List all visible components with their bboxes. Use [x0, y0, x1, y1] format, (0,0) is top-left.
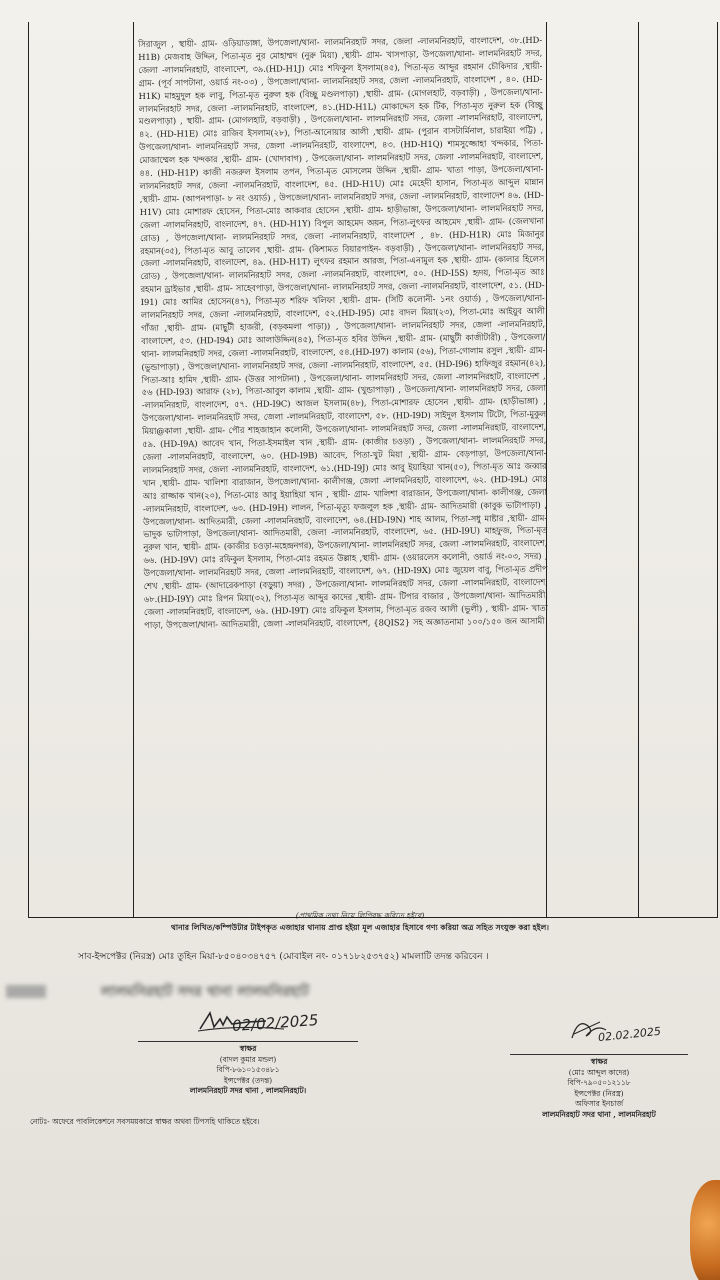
left-signature-block	[158, 1044, 338, 1097]
signature-rule	[138, 1041, 358, 1042]
finger-in-photo	[690, 1180, 720, 1280]
officer-name: (মোঃ আব্দুল কাদের)	[568, 1067, 630, 1077]
investigating-officer-assignment: সাব-ইন্সপেক্টর (নিরস্ত্র) মোঃ তুহিন মিয়া-৮৫০৪০৩৪৭৫৭ (মোবাইল নং- ০১৭১৮২৫৩৭৫২) মামলাটি তদন্ত করিবেন ।	[78, 952, 489, 962]
blurred-text-line: লালমনিরহাট সদর থানা লালমনিরহাট	[6, 980, 546, 998]
signature-rule	[510, 1054, 688, 1055]
form-note: (প্রাথমিক তথ্য নিয়ে লিপিবদ্ধ করিতে হইবে)	[295, 911, 425, 920]
left-signature-date: 02/02/2025	[231, 1011, 319, 1035]
officer-bp: বিপি-৭৯০৫০১২১১৮	[567, 1078, 631, 1087]
officer-designation: ইন্সপেক্টর (তদন্ত)	[223, 1075, 273, 1085]
footnote: নোটঃ- অফেরে পাবলিকেশনে সবসময়কারে স্বাক্ষর অথবা টিপসহি থাকিতে হইবে।	[30, 1117, 260, 1126]
officer-station: লালমনিরহাট সদর থানা , লালমনিরহাট	[542, 1109, 656, 1119]
form-instruction: থানার লিখিত/কম্পিউটার টাইপকৃত এজাহার থানায় প্রাপ্ত হইয়া মূল এজাহার হিসাবে গণ্য করিয়া অত্র সহিত সংযুক্ত করা হইল।	[170, 923, 549, 932]
officer-station: লালমনিরহাট সদর থানা , লালমনিরহাট।	[189, 1086, 307, 1095]
officer-name: (বাদল কুমার মন্ডল)	[219, 1054, 277, 1064]
officer-designation: ইন্সপেক্টর (নিরস্ত্র)	[574, 1088, 624, 1098]
signature-label: স্বাক্ষর	[590, 1057, 608, 1066]
officer-bp: বিপি-৮৬১০১৫৩৪৮১	[216, 1065, 280, 1074]
right-signature-date: 02.02.2025	[597, 1024, 662, 1045]
right-signature-block	[510, 1057, 688, 1120]
signature-label: স্বাক্ষর	[239, 1044, 257, 1053]
table-column-divider	[638, 22, 639, 917]
accused-list-text: সিরাজুল , স্থায়ী- গ্রাম- ওড়িয়াডাঙ্গা, উপজেলা/থানা- লালমনিরহাট সদর, জেলা -লালমনিরহাট, বাংলাদেশ, ৩৮.(HD-H1B) মেজবাহ উদ্দিন, পিতা-মৃত নুর মোহাম্মদ (নুরু মিয়া) ,স্থায়ী- গ্রাম- খাসপাড়া, উপজেলা/থানা- লালমনিরহাট সদর, জেলা -লালমনিরহাট, বাংলাদেশ, ৩৯.(HD-H1J) মোঃ শফিকুল ইসলাম(৪৫), পিতা-মৃত আব্দুর রহমান চৌকিদার ,স্থায়ী- গ্রাম- (পূর্ব সাপটানা, ওয়ার্ড নং-০৩) , উপজেলা/থানা- লালমনিরহাট সদর, জেলা -লালমনিরহাট, বাংলাদেশ , ৪০. (HD-H1K) মাহমুদুল হক লাবু, পিতা-মৃত নুরুল হক (বিচ্ছু মণ্ডলপাড়া) ,স্থায়ী- গ্রাম- (মোগলহাট, বড়বাড়ী) , উপজেলা/থানা- লালমনিরহাট সদর, জেলা -লালমনিরহাট, বাংলাদেশ, ৪১.(HD-H1L) মোকাদ্দেস হক টিক, পিতা-মৃত নুরুল হক (বিচ্ছু মণ্ডলপাড়া) , স্থায়ী- গ্রাম- (মোগলহাট, বড়বাড়ী) , উপজেলা/থানা- লালমনিরহাট সদর, জেলা -লালমনিরহাট, বাংলাদেশ, ৪২. (HD-H1E) মোঃ রাজিব ইসলাম(২৮), পিতা-আনোয়ার আলী ,স্থায়ী- গ্রাম- (পুরান বাসটার্মিনাল, চারাইয়া পট্টি) , উপজেলা/থানা- লালমনিরহাট সদর, জেলা -লালমনিরহাট, বাংলাদেশ, ৪৩. (HD-H1Q) শামসুজ্জোহা খন্দকার, পিতা-মোজাম্মেল হক খন্দকার ,স্থায়ী- গ্রাম- (খোদাবাগ) , উপজেলা/থানা- লালমনিরহাট সদর, জেলা -লালমনিরহাট, বাংলাদেশ, ৪৪. (HD-H1P) কাজী নজরুল ইসলাম তপন, পিতা-মৃত মোসলেম উদ্দিন ,স্থায়ী- গ্রাম- খাতা পাড়া, উপজেলা/থানা- লালমনিরহাট সদর, জেলা -লালমনিরহাট, বাংলাদেশ, ৪৫. (HD-H1U) মোঃ মেহেদী হাসান, পিতা-মৃত আব্দুল মান্নান ,স্থায়ী- গ্রাম- (আপনপাড়া- ৮ নং ওয়ার্ড) , উপজেলা/থানা- লালমনিরহাট সদর, জেলা -লালমনিরহাট, বাংলাদেশ ৪৬. (HD-H1V) মোঃ মোশারফ হোসেন, পিতা-মোঃ আকবার হোসেন ,স্থায়ী- গ্রাম- হাড়ীভাঙ্গা, উপজেলা/থানা- লালমনিরহাট সদর, জেলা -লালমনিরহাট, বাংলাদেশ, ৪৭. (HD-H1Y) বিপুল আহমেদ অয়ন, পিতা-লুৎফর আহমেদ ,স্থায়ী- গ্রাম- (জেলখানা রোড) , উপজেলা/থানা- লালমনিরহাট সদর, জেলা -লালমনিরহাট, বাংলাদেশ , ৪৮. (HD-H1R) মোঃ মিজানুর রহমান(৩৫), পিতা-মৃত আবু তালেব ,স্থায়ী- গ্রাম- (কিশামত বিয়ারপাইন- বড়বাড়ী) , উপজেলা/থানা- লালমনিরহাট সদর, জেলা -লালমনিরহাট, বাংলাদেশ, ৪৯. (HD-H1T) লুৎফর রহমান আরজ, পিতা-এনামুল হক ,স্থায়ী- গ্রাম- (কালার হিলেস রোড) , উপজেলা/থানা- লালমনিরহাট সদর, জেলা -লালমনিরহাট, বাংলাদেশ, ৫০. (HD-I5S) হৃদয়, পিতা-মৃত আঃ রহমান ড্রাইভার ,স্থায়ী- গ্রাম- সাহেবপাড়া, উপজেলা/থানা- লালমনিরহাট সদর, জেলা -লালমনিরহাট, বাংলাদেশ, ৫১. (HD-I91) মোঃ আমির হোসেন(৪৭), পিতা-মৃত শরিফ খলিফা ,স্থায়ী- গ্রাম- (সিটি কলোনী- ১নং ওয়ার্ড) , উপজেলা/থানা- লালমনিরহাট সদর, জেলা -লালমনিরহাট, বাংলাদেশ, ৫২.(HD-I95) মোঃ বাদল মিয়া(২৩), পিতা-মোঃ আইয়ুব আলী গাঁজা ,স্থায়ী- গ্রাম- (মাছুটী হাজরী, (বড়কমলা পাড়া)) , উপজেলা/থানা- লালমনিরহাট সদর, জেলা -লালমনিরহাট, বাংলাদেশ, ৫৩. (HD-I94) মোঃ আলাউদ্দিন(৪৫), পিতা-মৃত হবির উদ্দিন ,স্থায়ী- গ্রাম- (মাছুটী কাজীটারী) , উপজেলা/থানা- লালমনিরহাট সদর, জেলা -লালমনিরহাট, বাংলাদেশ, ৫৪.(HD-I97) কালাম (৫৬), পিতা-গোলাম রসুল ,স্থায়ী- গ্রাম- (ভুন্ডাপাড়া) , উপজেলা/থানা- লালমনিরহাট সদর, জেলা -লালমনিরহাট, বাংলাদেশ, ৫৫. (HD-I96) হাফিজুর রহমান(৪২), পিতা-আঃ হামিদ ,স্থায়ী- গ্রাম- (উত্তর সাপটানা) , উপজেলা/থানা- লালমনিরহাট সদর, জেলা -লালমনিরহাট, বাংলাদেশ , ৫৬ (HD-I93) আরাফ (২৮), পিতা-আবুল কালাম ,স্থায়ী- গ্রাম- (খুন্ডাপাড়া) , উপজেলা/থানা- লালমনিরহাট সদর, জেলা -লালমনিরহাট, বাংলাদেশ, ৫৭. (HD-I9C) আজল ইসলাম(৪৮), পিতা-মোশারফ হোসেন ,স্থায়ী- গ্রাম- (হাড়ীভাঙ্গা) , উপজেলা/থানা- লালমনিরহাট সদর, জেলা -লালমনিরহাট, বাংলাদেশ, ৫৮. (HD-I9D) সাইদুল ইসলাম টিটো, পিতা-মুকুল মিয়া@কালা ,স্থায়ী- গ্রাম- পৌর শাহজাহান কলোনী, উপজেলা/থানা- লালমনিরহাট সদর, জেলা -লালমনিরহাট, বাংলাদেশ, ৫৯. (HD-I9A) আবেদ খান, পিতা-ইসমাইল খান ,স্থায়ী- গ্রাম- (কাজীর চওড়া) , উপজেলা/থানা- লালমনিরহাট সদর, জেলা -লালমনিরহাট, বাংলাদেশ, ৬০. (HD-I9B) আবেদ, পিতা-খুট মিয়া ,স্থায়ী- গ্রাম- বেড়পাড়া, উপজেলা/থানা- লালমনিরহাট সদর, জেলা -লালমনিরহাট, বাংলাদেশ, ৬১.(HD-I9J) মোঃ আবু ইয়াহিয়া খান(৫০), পিতা-মৃত আঃ জব্বার খান ,স্থায়ী- গ্রাম- খালিশা বারাজান, উপজেলা/থানা- কালীগঞ্জ, জেলা -লালমনিরহাট, বাংলাদেশ, ৬২. (HD-I9L) মোঃ আঃ রাজ্জাক খান(২০), পিতা-মোঃ আবু ইয়াহিয়া খান , স্থায়ী- গ্রাম- খালিশা বারাজান, উপজেলা/থানা- কালীগঞ্জ, জেলা -লালমনিরহাট, বাংলাদেশ, ৬৩. (HD-I9H) লালন, পিতা-মৃত্যু ফজলুল হক ,স্থায়ী- গ্রাম- আদিতমারী (কাবুক ভাটাপাড়া) , উপজেলা/থানা- আদিতমারী, জেলা -লালমনিরহাট, বাংলাদেশ, ৬৪.(HD-I9N) শাহ আলম, পিতা-সধু মাষ্টার ,স্থায়ী- গ্রাম- ভাদুক ভাটাপাড়া, উপজেলা/থানা- আদিতমারী, জেলা -লালমনিরহাট, বাংলাদেশ, ৬৫. (HD-I9U) মাহফুজ, পিতা-মৃত নুরুল খান, স্থায়ী- গ্রাম- (কাজীর চওড়া-মহেন্দ্রনগর), উপজেলা/থানা- লালমনিরহাট সদর, জেলা -লালমনিরহাট, বাংলাদেশ, ৬৬. (HD-I9V) মোঃ রফিকুল ইসলাম, পিতা-মোঃ রহমত উল্লাহ ,স্থায়ী- গ্রাম- (ওয়ারলেস কলোনী, ওয়ার্ড নং-০৩, সদর) , উপজেলা/থানা- লালমনিরহাট সদর, জেলা -লালমনিরহাট, বাংলাদেশ, ৬৭. (HD-I9X) মোঃ জুয়েল বাবু, পিতা-মৃত প্রদীপ শেখ ,স্থায়ী- গ্রাম- (আদারেকপাড়া (বড়ুয়া) সদর) , উপজেলা/থানা- লালমনিরহাট সদর, জেলা -লালমনিরহাট, বাংলাদেশ, ৬৮.(HD-I9Y) মোঃ রিপন মিয়া(৩২), পিতা-মৃত আব্দুর কাদের ,স্থায়ী- গ্রাম- টিপার বাজার , উপজেলা/থানা- আদিতমারী, জেলা -লালমনিরহাট, বাংলাদেশ, ৬৯. (HD-I9T) মোঃ রফিকুল ইসলাম, পিতা-মৃত রজব আলী (ভুলী) , স্থায়ী- গ্রাম- খাতা পাড়া, উপজেলা/থানা- আদিতমারী, জেলা -লালমনিরহাট, বাংলাদেশ, {8QIS2} সহ অজ্ঞাতনামা ১০০/১৫০ জন আসামী।	[138, 34, 549, 630]
table-column-divider	[133, 22, 134, 917]
officer-designation: অফিসার ইনচার্জ	[575, 1099, 623, 1108]
